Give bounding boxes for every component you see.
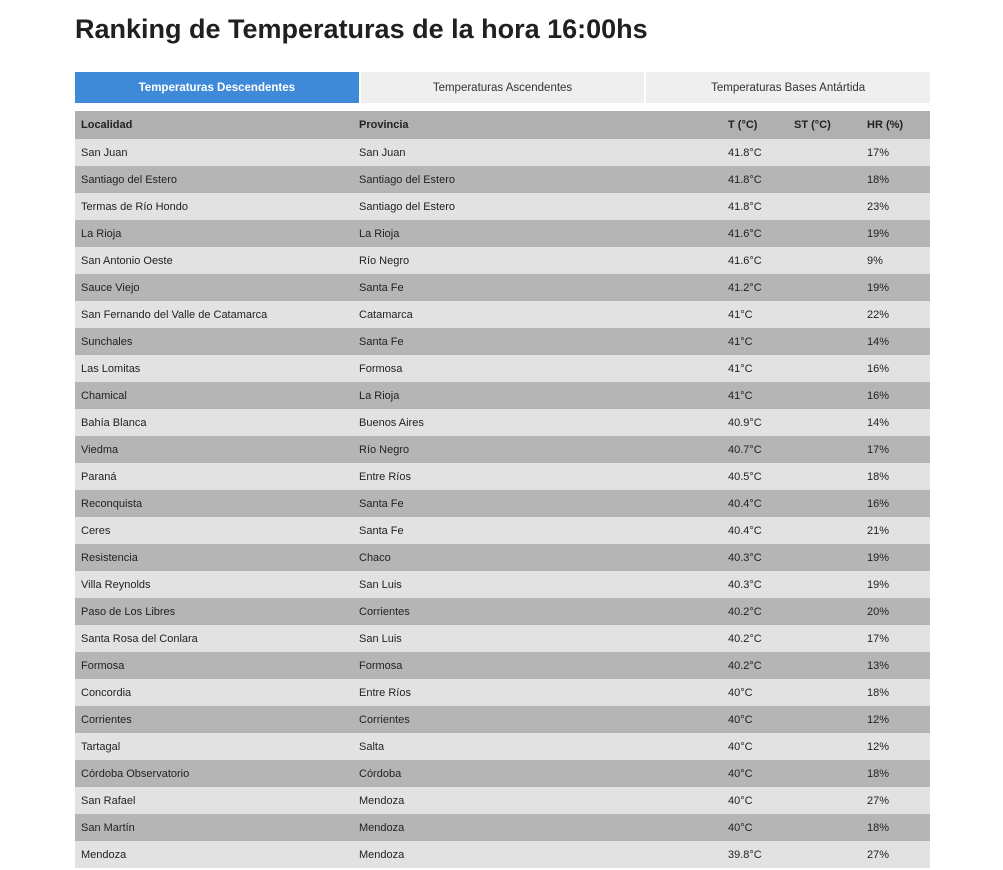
table-row [75,544,930,571]
cell-temperatura: 41°C [722,328,788,355]
cell-sensacion-termica [788,733,861,760]
cell-provincia: Mendoza [353,814,722,841]
cell-localidad: San Fernando del Valle de Catamarca [75,301,353,328]
cell-sensacion-termica [788,544,861,571]
cell-temperatura: 40.4°C [722,490,788,517]
cell-localidad: Córdoba Observatorio [75,760,353,787]
cell-provincia: Buenos Aires [353,409,722,436]
cell-sensacion-termica [788,652,861,679]
cell-temperatura: 40.3°C [722,571,788,598]
cell-provincia: Salta [353,733,722,760]
cell-provincia: Santa Fe [353,490,722,517]
cell-provincia: San Juan [353,139,722,166]
cell-localidad: Formosa [75,652,353,679]
cell-humedad: 19% [861,571,930,598]
table-row [75,490,930,517]
table-row [75,274,930,301]
cell-humedad: 19% [861,274,930,301]
cell-provincia: La Rioja [353,382,722,409]
table-row [75,814,930,841]
tab-temperaturas-ascendentes[interactable]: Temperaturas Ascendentes [361,72,645,103]
cell-sensacion-termica [788,625,861,652]
table-row [75,139,930,166]
column-header-humedad: HR (%) [861,111,930,139]
cell-humedad: 13% [861,652,930,679]
cell-sensacion-termica [788,382,861,409]
cell-humedad: 22% [861,301,930,328]
cell-humedad: 18% [861,760,930,787]
table-row [75,409,930,436]
cell-humedad: 14% [861,328,930,355]
cell-humedad: 17% [861,625,930,652]
cell-provincia: San Luis [353,571,722,598]
cell-humedad: 18% [861,814,930,841]
cell-temperatura: 40°C [722,814,788,841]
cell-temperatura: 41.2°C [722,274,788,301]
cell-humedad: 19% [861,220,930,247]
cell-localidad: Reconquista [75,490,353,517]
cell-localidad: Sunchales [75,328,353,355]
ranking-table [75,111,930,868]
cell-temperatura: 40.9°C [722,409,788,436]
cell-localidad: San Juan [75,139,353,166]
cell-humedad: 12% [861,733,930,760]
page-title: Ranking de Temperaturas de la hora 16:00hs [75,14,648,44]
cell-localidad: Bahía Blanca [75,409,353,436]
cell-provincia: Santiago del Estero [353,166,722,193]
cell-provincia: Santiago del Estero [353,193,722,220]
cell-sensacion-termica [788,841,861,868]
cell-sensacion-termica [788,706,861,733]
table-body [75,139,930,868]
cell-temperatura: 40.4°C [722,517,788,544]
cell-sensacion-termica [788,355,861,382]
cell-localidad: Santa Rosa del Conlara [75,625,353,652]
cell-temperatura: 40.5°C [722,463,788,490]
table-row [75,355,930,382]
table-row [75,625,930,652]
cell-provincia: Santa Fe [353,328,722,355]
cell-humedad: 16% [861,382,930,409]
cell-localidad: San Martín [75,814,353,841]
cell-provincia: Formosa [353,652,722,679]
cell-provincia: Santa Fe [353,517,722,544]
cell-localidad: Termas de Río Hondo [75,193,353,220]
table-row [75,247,930,274]
table-row [75,679,930,706]
column-header-sensacion-termica: ST (°C) [788,111,861,139]
cell-temperatura: 41.6°C [722,247,788,274]
table-row [75,652,930,679]
cell-sensacion-termica [788,301,861,328]
cell-provincia: Entre Ríos [353,463,722,490]
cell-sensacion-termica [788,490,861,517]
table-row [75,166,930,193]
cell-localidad: Chamical [75,382,353,409]
cell-temperatura: 41.8°C [722,139,788,166]
cell-temperatura: 40°C [722,706,788,733]
cell-humedad: 18% [861,463,930,490]
cell-provincia: Entre Ríos [353,679,722,706]
cell-localidad: Sauce Viejo [75,274,353,301]
cell-temperatura: 40°C [722,733,788,760]
cell-provincia: Corrientes [353,598,722,625]
cell-localidad: Mendoza [75,841,353,868]
cell-provincia: Córdoba [353,760,722,787]
cell-localidad: San Rafael [75,787,353,814]
cell-temperatura: 40.3°C [722,544,788,571]
table-row [75,841,930,868]
cell-localidad: Tartagal [75,733,353,760]
cell-humedad: 16% [861,490,930,517]
cell-humedad: 27% [861,787,930,814]
cell-provincia: La Rioja [353,220,722,247]
cell-temperatura: 40.2°C [722,652,788,679]
cell-localidad: Santiago del Estero [75,166,353,193]
cell-humedad: 27% [861,841,930,868]
cell-localidad: Ceres [75,517,353,544]
cell-sensacion-termica [788,274,861,301]
cell-localidad: Resistencia [75,544,353,571]
cell-humedad: 20% [861,598,930,625]
table-row [75,706,930,733]
cell-localidad: Viedma [75,436,353,463]
cell-humedad: 18% [861,166,930,193]
column-header-temperatura: T (°C) [722,111,788,139]
cell-humedad: 14% [861,409,930,436]
cell-temperatura: 41.6°C [722,220,788,247]
cell-sensacion-termica [788,220,861,247]
cell-humedad: 19% [861,544,930,571]
table-row [75,760,930,787]
cell-sensacion-termica [788,193,861,220]
cell-sensacion-termica [788,139,861,166]
cell-temperatura: 41°C [722,382,788,409]
tab-temperaturas-bases-antartida[interactable]: Temperaturas Bases Antártida [646,72,930,103]
cell-provincia: Santa Fe [353,274,722,301]
table-row [75,436,930,463]
cell-temperatura: 40.7°C [722,436,788,463]
cell-sensacion-termica [788,679,861,706]
cell-provincia: Mendoza [353,841,722,868]
column-header-provincia: Provincia [353,111,722,139]
cell-provincia: Río Negro [353,247,722,274]
cell-localidad: La Rioja [75,220,353,247]
table-row [75,301,930,328]
cell-localidad: Las Lomitas [75,355,353,382]
cell-provincia: Corrientes [353,706,722,733]
table-row [75,220,930,247]
cell-provincia: Chaco [353,544,722,571]
cell-sensacion-termica [788,814,861,841]
column-header-localidad: Localidad [75,111,353,139]
cell-sensacion-termica [788,247,861,274]
cell-provincia: Mendoza [353,787,722,814]
table-row [75,382,930,409]
table-row [75,733,930,760]
cell-provincia: Formosa [353,355,722,382]
cell-humedad: 23% [861,193,930,220]
cell-temperatura: 40.2°C [722,625,788,652]
table-row [75,598,930,625]
cell-localidad: Paso de Los Libres [75,598,353,625]
tab-bar [75,72,930,103]
table-row [75,463,930,490]
cell-humedad: 17% [861,139,930,166]
cell-temperatura: 41.8°C [722,193,788,220]
cell-temperatura: 41°C [722,301,788,328]
cell-sensacion-termica [788,409,861,436]
cell-sensacion-termica [788,166,861,193]
cell-temperatura: 39.8°C [722,841,788,868]
cell-sensacion-termica [788,760,861,787]
cell-localidad: Corrientes [75,706,353,733]
cell-localidad: San Antonio Oeste [75,247,353,274]
cell-sensacion-termica [788,328,861,355]
cell-temperatura: 40°C [722,760,788,787]
table-row [75,571,930,598]
cell-temperatura: 40°C [722,679,788,706]
table-row [75,328,930,355]
cell-provincia: Río Negro [353,436,722,463]
cell-sensacion-termica [788,436,861,463]
cell-humedad: 21% [861,517,930,544]
cell-localidad: Villa Reynolds [75,571,353,598]
table-row [75,193,930,220]
cell-temperatura: 41°C [722,355,788,382]
cell-sensacion-termica [788,598,861,625]
cell-humedad: 16% [861,355,930,382]
cell-sensacion-termica [788,787,861,814]
cell-localidad: Paraná [75,463,353,490]
cell-sensacion-termica [788,517,861,544]
cell-humedad: 9% [861,247,930,274]
cell-humedad: 18% [861,679,930,706]
cell-humedad: 17% [861,436,930,463]
cell-temperatura: 41.8°C [722,166,788,193]
cell-temperatura: 40.2°C [722,598,788,625]
cell-sensacion-termica [788,463,861,490]
cell-temperatura: 40°C [722,787,788,814]
cell-humedad: 12% [861,706,930,733]
cell-provincia: San Luis [353,625,722,652]
tab-temperaturas-descendentes[interactable]: Temperaturas Descendentes [75,72,359,103]
cell-sensacion-termica [788,571,861,598]
cell-localidad: Concordia [75,679,353,706]
cell-provincia: Catamarca [353,301,722,328]
table-row [75,787,930,814]
table-header-row [75,111,930,139]
table-row [75,517,930,544]
